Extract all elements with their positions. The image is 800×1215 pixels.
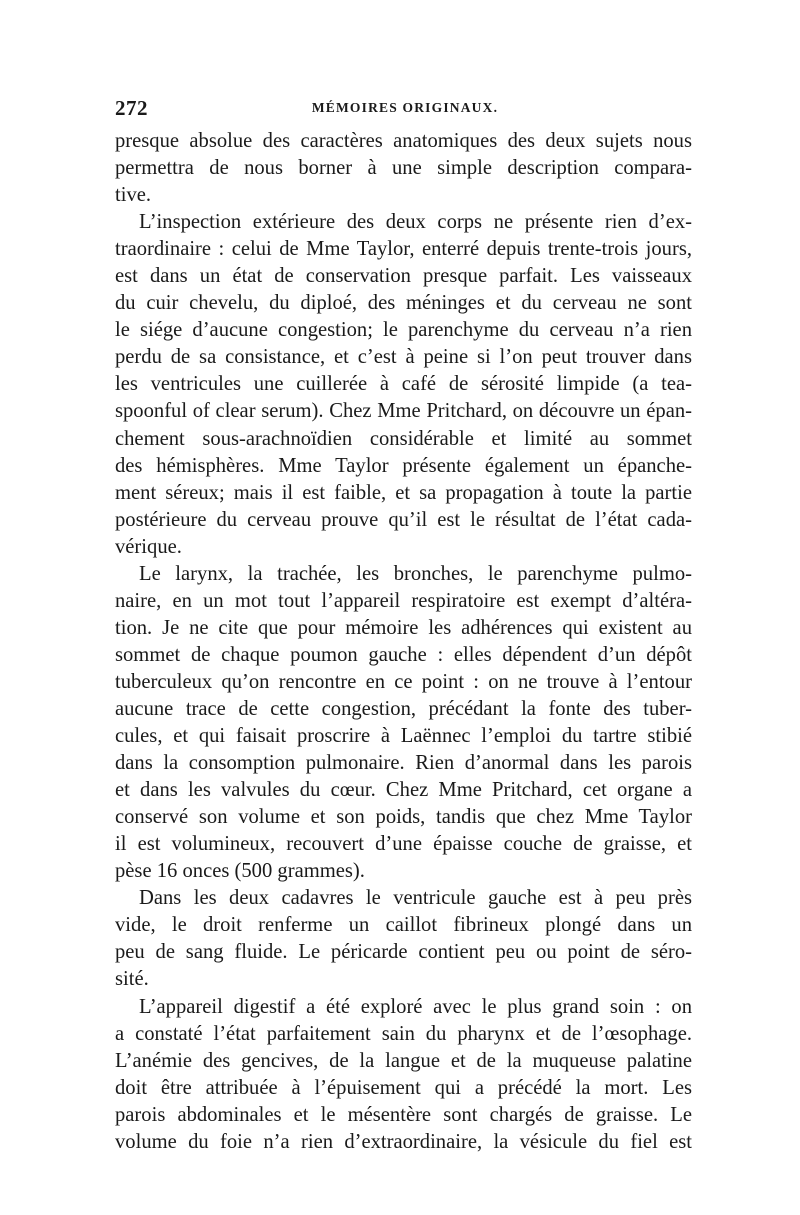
text-line: le siége d’aucune congestion; le parenchyme du cerveau n’a rien [115,319,692,342]
text-line: traordinaire : celui de Mme Taylor, enterré depuis trente-trois jours, [115,238,692,261]
text-line: Dans les deux cadavres le ventricule gauche est à peu près [139,887,692,910]
text-line: vérique. [115,535,182,558]
running-title: MÉMOIRES ORIGINAUX. [311,100,499,115]
text-line: tion. Je ne cite que pour mémoire les adhérences qui existent au [115,616,692,639]
text-line: dans la consomption pulmonaire. Rien d’anormal dans les parois [115,752,692,775]
text-line: doit être attribuée à l’épuisement qui a précédé la mort. Les [115,1076,692,1099]
text-line: perdu de sa consistance, et c’est à peine si l’on peut trouver dans [115,346,692,369]
text-line: postérieure du cerveau prouve qu’il est le résultat de l’état cada- [115,508,692,531]
text-line: presque absolue des caractères anatomiques des deux sujets nous [115,130,692,152]
text-line: parois abdominales et le mésentère sont chargés de graisse. Le [115,1103,692,1126]
text-line: aucune trace de cette congestion, précédant la fonte des tuber- [115,697,692,720]
text-line: permettra de nous borner à une simple description compara- [115,157,692,180]
text-line: cules, et qui faisait proscrire à Laënnec l’emploi du tartre stibié [115,725,692,748]
running-head [115,96,695,122]
text-line: L’inspection extérieure des deux corps ne présente rien d’ex- [139,211,692,234]
text-line: a constaté l’état parfaitement sain du pharynx et de l’œsophage. [115,1022,692,1045]
text-line: sité. [115,968,149,991]
page-number: 272 [115,96,148,120]
body-text [115,128,692,1156]
text-line: du cuir chevelu, du diploé, des méninges et du cerveau ne sont [115,292,692,315]
text-line: peu de sang fluide. Le péricarde contient peu ou point de séro- [115,941,692,964]
text-line: tive. [115,184,152,207]
text-line: vide, le droit renferme un caillot fibrineux plongé dans un [115,914,692,937]
text-line: les ventricules une cuillerée à café de sérosité limpide (a tea- [115,373,692,396]
text-line: L’anémie des gencives, de la langue et de la muqueuse palatine [115,1049,692,1072]
text-line: sommet de chaque poumon gauche : elles dépendent d’un dépôt [115,643,692,666]
text-line: est dans un état de conservation presque parfait. Les vaisseaux [115,265,692,288]
text-line: il est volumineux, recouvert d’une épaisse couche de graisse, et [115,833,692,856]
text-line: ment séreux; mais il est faible, et sa propagation à toute la partie [115,481,692,504]
text-line: volume du foie n’a rien d’extraordinaire, la vésicule du fiel est [115,1130,692,1153]
text-line: tuberculeux qu’on rencontre en ce point : on ne trouve à l’entour [115,670,692,693]
text-line: des hémisphères. Mme Taylor présente également un épanche- [115,454,692,477]
text-line: spoonful of clear serum). Chez Mme Pritchard, on découvre un épan- [115,400,692,423]
text-line: et dans les valvules du cœur. Chez Mme Pritchard, cet organe a [115,779,692,802]
text-line: L’appareil digestif a été exploré avec le plus grand soin : on [139,995,692,1018]
text-line: chement sous-arachnoïdien considérable et limité au sommet [115,427,692,450]
text-line: Le larynx, la trachée, les bronches, le parenchyme pulmo- [139,562,692,585]
text-line: conservé son volume et son poids, tandis que chez Mme Taylor [115,806,692,829]
text-line: naire, en un mot tout l’appareil respiratoire est exempt d’altéra- [115,589,692,612]
text-line: pèse 16 onces (500 grammes). [115,860,365,883]
